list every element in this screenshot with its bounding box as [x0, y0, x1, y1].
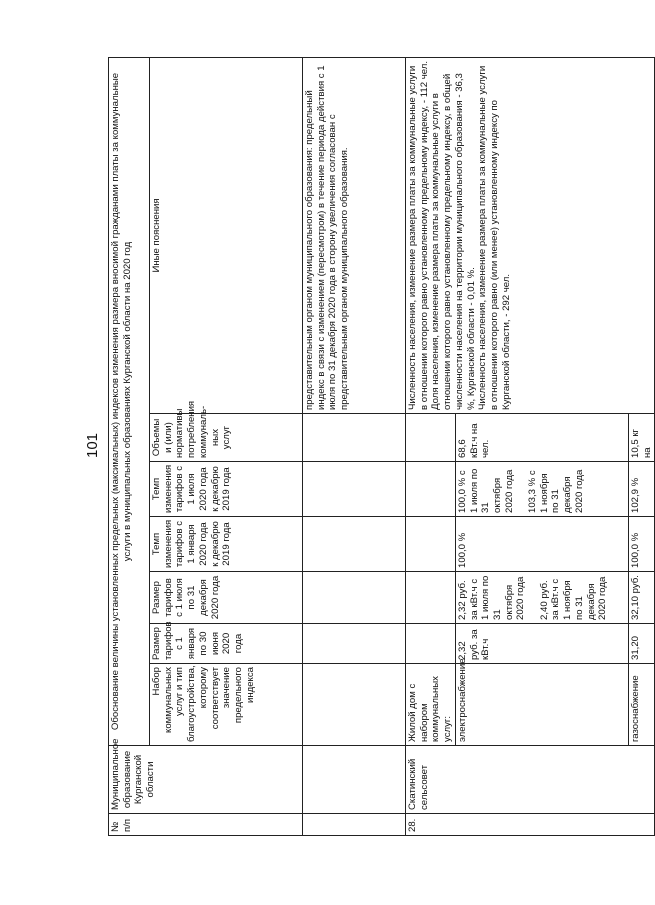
- header-row: [150, 57, 303, 835]
- header-rate-jan: Темп изменения тарифов с 1 января 2020 года к декабрю 2019 года: [150, 517, 303, 572]
- row-set: Жилой дом с набором коммунальных услуг:: [406, 664, 456, 746]
- row-municipality: Скатинский сельсовет: [406, 746, 655, 814]
- row-notes: Численность населения, изменение размера платы за коммунальные услуги в отношении которого равно установленному предельному индексу, - 112 чел. Доля населения, изменение размера платы за коммунальные услуги в отношении которого равно установленному предельному индексу, в общей численности населения на территории муниципального образования - 36,3 %, Курганской области - 0,01 %. Численность населения, изменение размера платы за коммунальные услуги в отношении которого равно (или менее) установленному индексу по Курганской области, - 292 чел.: [406, 57, 655, 413]
- justification-table: [108, 57, 655, 836]
- tariff-jul: 2,32 руб. за кВт.ч с 1 июля по 31 октября 2020 года 2,40 руб. за кВт.ч с 1 ноября по 31 декабря 2020 года: [455, 572, 628, 624]
- header-municipality: Муниципальное образование Курганской области: [109, 746, 303, 814]
- header-set: Набор коммунальных услуг и тип благоустройства, которому соответствует значение предельного индекса: [150, 664, 303, 746]
- service-name: газоснабжение: [628, 664, 654, 746]
- rotated-document-table: [108, 58, 653, 836]
- tariff-jul: 32,10 руб.: [628, 572, 654, 624]
- header-tariff-jan: Размер тарифов с 1 января по 30 июня 2020 года: [150, 624, 303, 664]
- tariff-jan: 2,32 руб. за кВт.ч: [455, 624, 628, 664]
- table-title: Обоснование величины установленных предельных (максимальных) индексов изменения размера вносимой гражданами платы за коммунальные услуги в муниципальных образованиях Курганской области на 2020 год: [109, 57, 150, 745]
- header-num: № п/п: [109, 814, 303, 836]
- header-rate-jul: Темп изменения тарифов с 1 июля 2020 года к декабрю 2019 года: [150, 462, 303, 517]
- volume: 68,6 кВт.ч на чел.: [455, 414, 628, 462]
- title-row: [109, 57, 150, 835]
- rate-jan: 100,0 %: [628, 517, 654, 572]
- continued-row: [303, 57, 406, 835]
- header-tariff-jul: Размер тарифов с 1 июля по 31 декабря 2020 года: [150, 572, 303, 624]
- continued-note: представительным органом муниципального образования: предельный индекс в связи с изменением (пересмотром) в течение периода действия с 1 июля по 31 декабря 2020 года в сторону увеличения согласован с представительным органом муниципального образования.: [303, 57, 406, 413]
- rate-jul: 102,9 %: [628, 462, 654, 517]
- page-number: 101: [84, 432, 102, 459]
- rate-jul: 100,0 % с 1 июля по 31 октября 2020 года 103,3 % с 1 ноября по 31 декабря 2020 года: [455, 462, 628, 517]
- volume: 10,5 кг на: [628, 414, 654, 462]
- rate-jan: 100,0 %: [455, 517, 628, 572]
- row-number: 28.: [406, 814, 655, 836]
- tariff-jan: 31,20: [628, 624, 654, 664]
- table-row: [406, 57, 456, 835]
- header-volumes: Объемы и (или) нормативы потребления коммуналь-ных услуг: [150, 414, 303, 462]
- header-notes: Иные пояснения: [150, 57, 303, 413]
- service-name: электроснабжение: [455, 664, 628, 746]
